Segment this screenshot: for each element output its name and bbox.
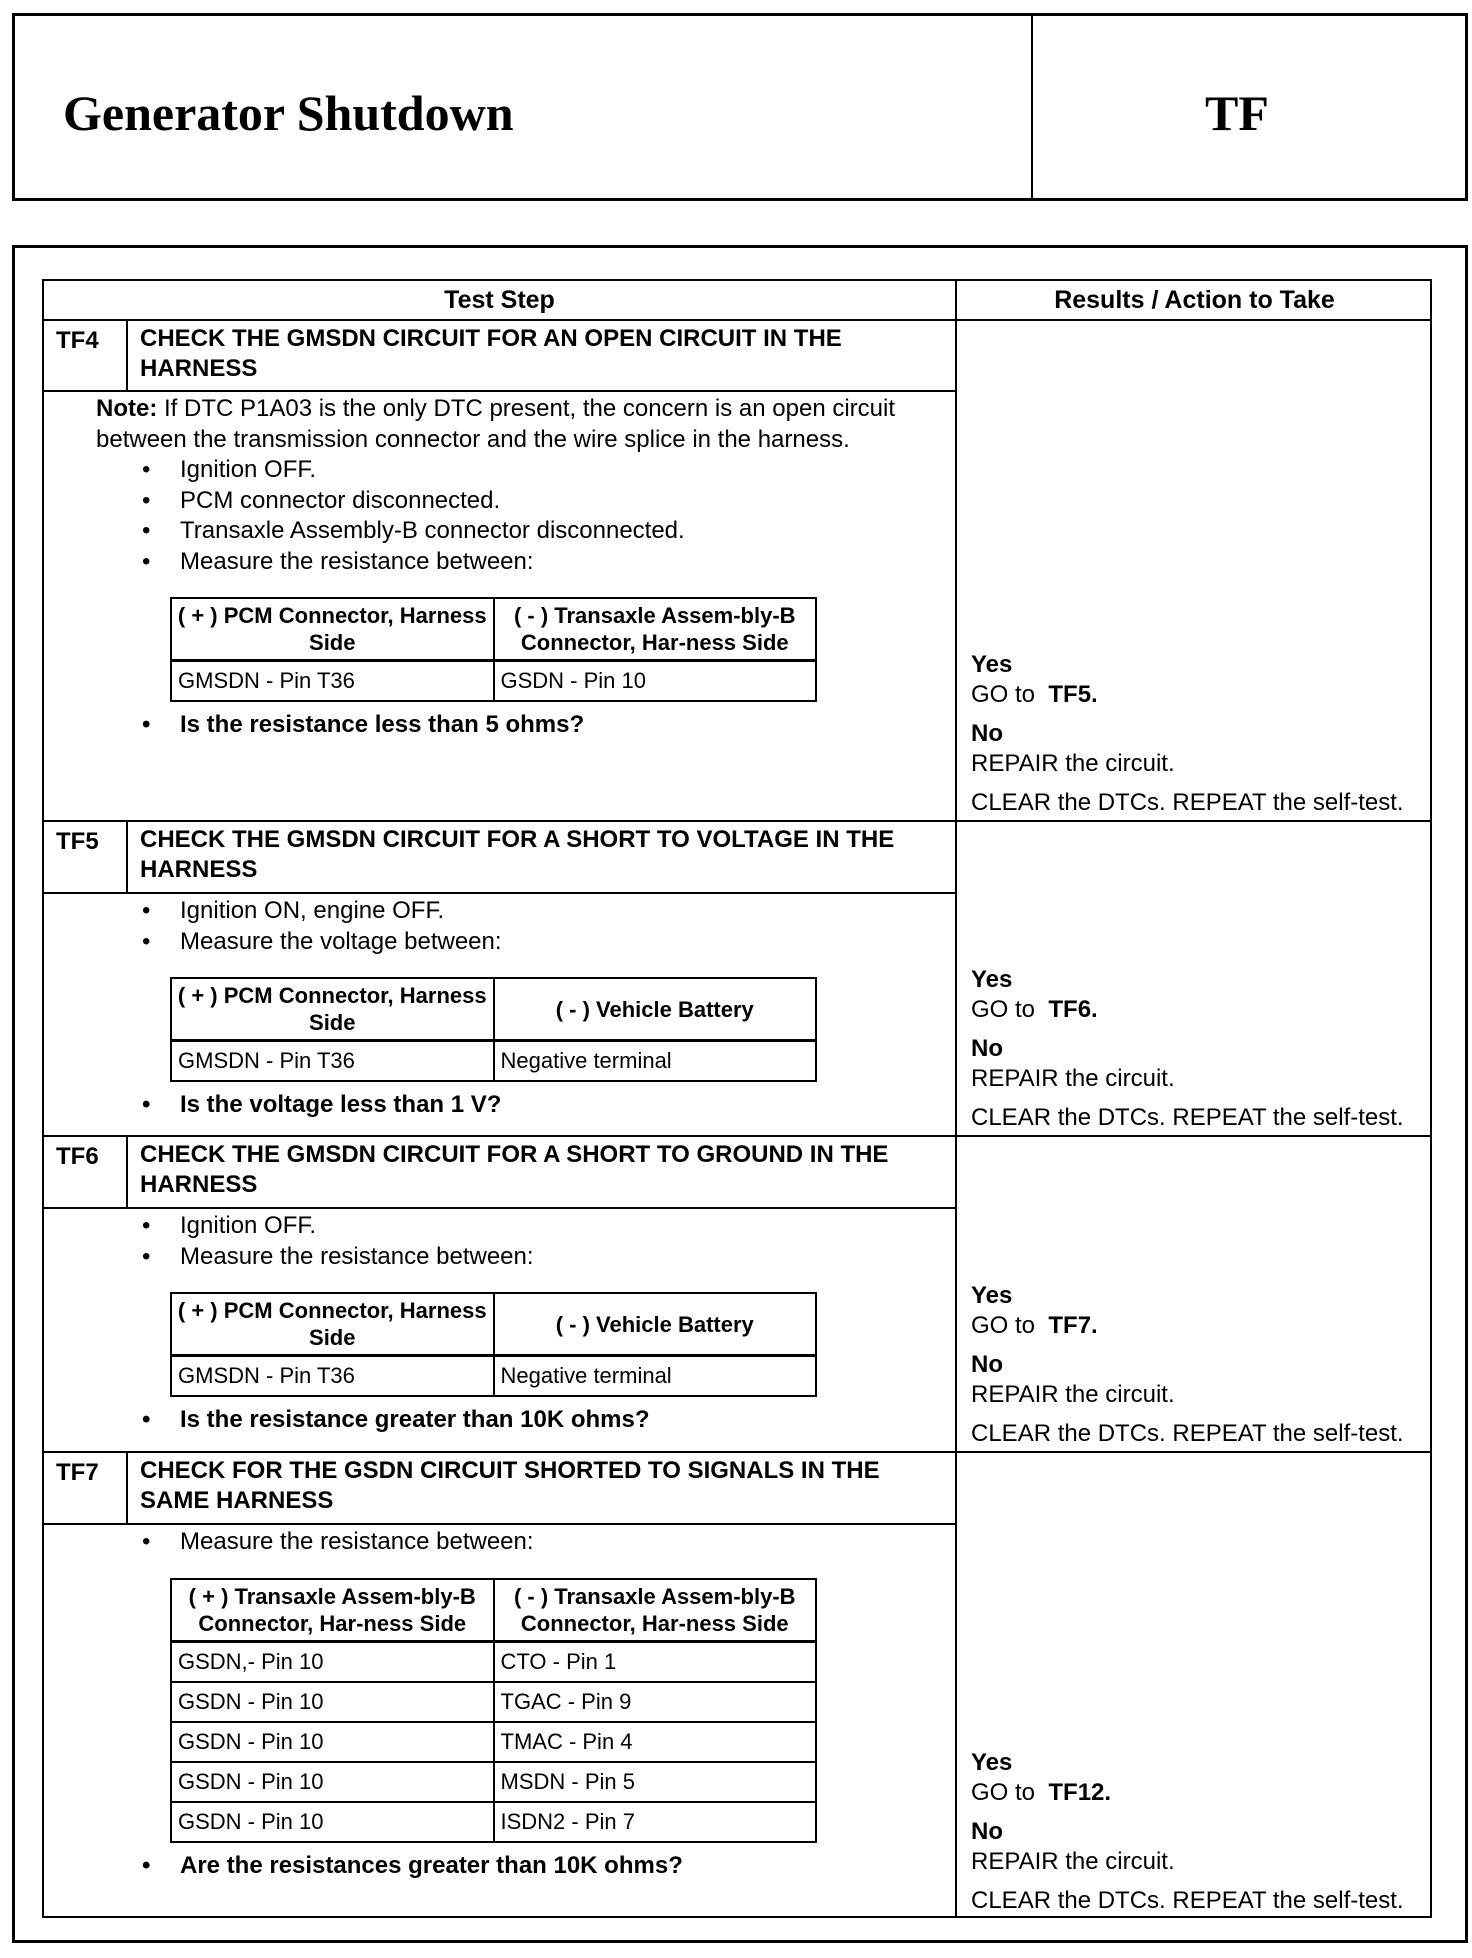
step-title: CHECK THE GMSDN CIRCUIT FOR AN OPEN CIRCUIT IN THE HARNESS (140, 325, 842, 382)
clear-dtc-text: CLEAR the DTCs. REPEAT the self-test. (971, 1419, 1404, 1447)
note-text: If DTC P1A03 is the only DTC present, the concern is an open circuit between the transmission connector and the wire splice in the harness. (96, 395, 895, 453)
step-body (44, 894, 957, 1135)
positive-pin: GSDN,- Pin 10 (171, 1641, 494, 1682)
step-body (44, 392, 957, 820)
bullet-icon: • (142, 456, 151, 483)
measurement-header-negative: ( - ) Vehicle Battery (494, 978, 817, 1041)
test-step-tf5 (44, 822, 1430, 1137)
step-header (44, 822, 957, 894)
negative-pin: Negative terminal (494, 1356, 817, 1397)
negative-pin: GSDN - Pin 10 (494, 661, 817, 702)
question-text: Are the resistances greater than 10K ohms? (180, 1851, 683, 1879)
yes-target-link[interactable]: TF6. (1048, 996, 1098, 1023)
positive-pin: GSDN - Pin 10 (171, 1682, 494, 1722)
result-yes-label: Yes (971, 650, 1013, 678)
bullet-icon: • (142, 1851, 151, 1879)
instruction-item (140, 927, 935, 958)
instruction-text: Measure the resistance between: (180, 1242, 534, 1270)
result-yes-label: Yes (971, 965, 1013, 993)
measurement-row (171, 1356, 816, 1397)
result-yes-label: Yes (971, 1281, 1013, 1309)
negative-pin: TMAC - Pin 4 (494, 1722, 817, 1762)
negative-pin: MSDN - Pin 5 (494, 1762, 817, 1802)
step-header (44, 1453, 957, 1525)
step-header (44, 1137, 957, 1209)
positive-pin: GSDN - Pin 10 (171, 1762, 494, 1802)
result-yes-label: Yes (971, 1748, 1013, 1776)
bullet-icon: • (142, 711, 151, 738)
question (140, 1405, 935, 1436)
yes-action (971, 1778, 1418, 1809)
step-id: TF7 (44, 1453, 128, 1523)
test-step-tf6 (44, 1137, 1430, 1453)
col-header-test-step: Test Step (44, 281, 957, 321)
step-id: TF5 (44, 822, 128, 892)
measurement-row (171, 1682, 816, 1722)
instruction-text: Measure the voltage between: (180, 927, 502, 955)
instruction-item (140, 516, 935, 547)
measurement-table (170, 1292, 817, 1397)
section-code: TF (1205, 85, 1269, 141)
page-title: Generator Shutdown (63, 85, 514, 141)
step-results (959, 1137, 1430, 1451)
question-text: Is the resistance greater than 10K ohms? (180, 1406, 650, 1433)
measurement-row (171, 1641, 816, 1682)
measurement-row (171, 1762, 816, 1802)
step-body (44, 1209, 957, 1451)
measurement-header-negative: ( - ) Transaxle Assem-bly-B Connector, Har-ness Side (494, 1579, 817, 1642)
step-results (959, 321, 1430, 820)
clear-dtc-text: CLEAR the DTCs. REPEAT the self-test. (971, 1886, 1404, 1914)
measurement-table (170, 977, 817, 1082)
bullet-icon: • (142, 897, 151, 924)
instruction-text: Transaxle Assembly-B connector disconnected. (180, 517, 685, 544)
instruction-item (140, 1242, 935, 1273)
step-body (44, 1525, 957, 1918)
test-step-tf7 (44, 1453, 1430, 1918)
question-text: Is the voltage less than 1 V? (180, 1091, 502, 1118)
measurement-header-negative: ( - ) Transaxle Assem-bly-B Connector, Har-ness Side (494, 598, 817, 661)
bullet-icon: • (142, 1212, 151, 1239)
negative-pin: ISDN2 - Pin 7 (494, 1802, 817, 1842)
measurement-header-negative: ( - ) Vehicle Battery (494, 1293, 817, 1356)
yes-action (971, 680, 1418, 711)
bullet-icon: • (142, 486, 151, 514)
measurement-header-positive: ( + ) PCM Connector, Harness Side (171, 1293, 494, 1356)
step-title: CHECK FOR THE GSDN CIRCUIT SHORTED TO SIGNALS IN THE SAME HARNESS (140, 1457, 880, 1514)
page-header (12, 13, 1468, 201)
instruction-item (140, 1211, 935, 1242)
measurement-table (170, 597, 817, 702)
bullet-icon: • (142, 517, 151, 544)
step-results (959, 1453, 1430, 1918)
bullet-icon: • (142, 1406, 151, 1433)
yes-action-text: GO to (971, 996, 1036, 1023)
measurement-table (170, 1578, 817, 1843)
step-id: TF6 (44, 1137, 128, 1207)
no-action-text: REPAIR the circuit. (971, 750, 1175, 777)
negative-pin: CTO - Pin 1 (494, 1641, 817, 1682)
positive-pin: GMSDN - Pin T36 (171, 1041, 494, 1082)
yes-action-text: GO to (971, 1779, 1036, 1806)
yes-action-text: GO to (971, 681, 1036, 708)
question (140, 1090, 935, 1121)
instruction-text: Measure the resistance between: (180, 547, 534, 575)
negative-pin: TGAC - Pin 9 (494, 1682, 817, 1722)
measurement-row (171, 1041, 816, 1082)
no-action-text: REPAIR the circuit. (971, 1065, 1175, 1092)
step-id: TF4 (44, 321, 128, 390)
instruction-text: PCM connector disconnected. (180, 486, 501, 514)
instruction-item (140, 896, 935, 927)
test-step-tf4 (44, 321, 1430, 822)
measurement-row (171, 661, 816, 702)
instruction-text: Ignition ON, engine OFF. (180, 897, 445, 924)
question (140, 710, 935, 741)
instruction-item (140, 455, 935, 486)
positive-pin: GSDN - Pin 10 (171, 1802, 494, 1842)
header-divider (1031, 16, 1033, 198)
step-results (959, 822, 1430, 1135)
measurement-row (171, 1722, 816, 1762)
instruction-item (140, 486, 935, 517)
note (96, 394, 935, 455)
yes-action (971, 1311, 1418, 1342)
bullet-icon: • (142, 1242, 151, 1270)
yes-target-link[interactable]: TF12. (1048, 1779, 1112, 1806)
result-no-label: No (971, 1034, 1003, 1062)
no-action-text: REPAIR the circuit. (971, 1381, 1175, 1408)
yes-action (971, 995, 1418, 1026)
result-no-label: No (971, 1350, 1003, 1378)
question-text: Is the resistance less than 5 ohms? (180, 711, 585, 738)
measurement-header-positive: ( + ) PCM Connector, Harness Side (171, 598, 494, 661)
positive-pin: GMSDN - Pin T36 (171, 661, 494, 702)
clear-dtc-text: CLEAR the DTCs. REPEAT the self-test. (971, 1103, 1404, 1131)
bullet-icon: • (142, 927, 151, 955)
yes-action-text: GO to (971, 1312, 1036, 1339)
clear-dtc-text: CLEAR the DTCs. REPEAT the self-test. (971, 788, 1404, 816)
measurement-row (171, 1802, 816, 1842)
step-title: CHECK THE GMSDN CIRCUIT FOR A SHORT TO VOLTAGE IN THE HARNESS (140, 826, 895, 883)
step-header (44, 321, 957, 392)
positive-pin: GMSDN - Pin T36 (171, 1356, 494, 1397)
measurement-header-positive: ( + ) PCM Connector, Harness Side (171, 978, 494, 1041)
step-title: CHECK THE GMSDN CIRCUIT FOR A SHORT TO GROUND IN THE HARNESS (140, 1141, 889, 1198)
yes-target-link[interactable]: TF7. (1048, 1312, 1098, 1339)
instruction-text: Measure the resistance between: (180, 1528, 534, 1555)
result-no-label: No (971, 1817, 1003, 1845)
col-header-results: Results / Action to Take (957, 281, 1432, 321)
result-no-label: No (971, 719, 1003, 747)
instruction-item (140, 547, 935, 578)
instruction-text: Ignition OFF. (180, 1212, 317, 1239)
yes-target-link[interactable]: TF5. (1048, 681, 1098, 708)
negative-pin: Negative terminal (494, 1041, 817, 1082)
no-action-text: REPAIR the circuit. (971, 1848, 1175, 1875)
instruction-text: Ignition OFF. (180, 456, 317, 483)
question (140, 1851, 935, 1882)
bullet-icon: • (142, 1091, 151, 1118)
bullet-icon: • (142, 547, 151, 575)
instruction-item (140, 1527, 935, 1558)
test-step-table (42, 279, 1432, 1918)
note-label: Note: (96, 395, 158, 422)
positive-pin: GSDN - Pin 10 (171, 1722, 494, 1762)
measurement-header-positive: ( + ) Transaxle Assem-bly-B Connector, Har-ness Side (171, 1579, 494, 1642)
bullet-icon: • (142, 1528, 151, 1555)
